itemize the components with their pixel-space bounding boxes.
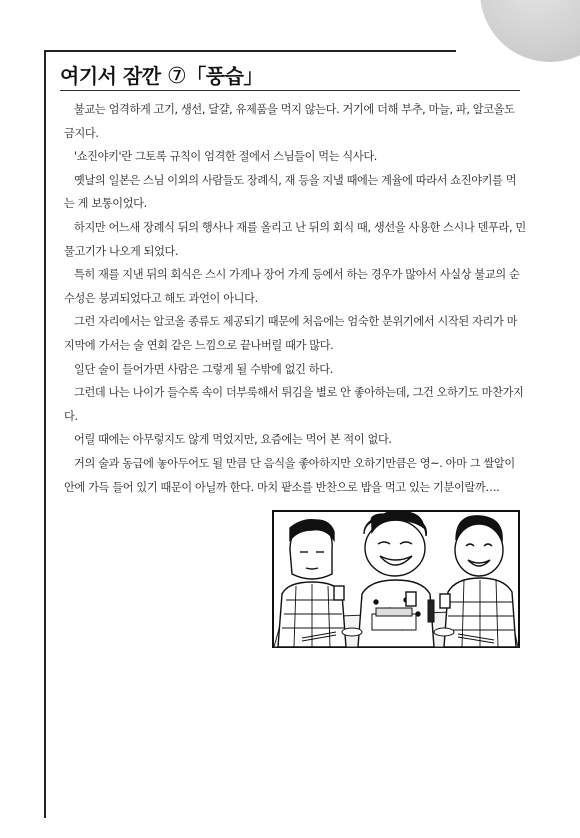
title-underline	[60, 90, 520, 91]
paragraph: 불교는 엄격하게 고기, 생선, 달걀, 유제품을 먹지 않는다. 거기에 더해 부추, 마늘, 파, 알코올도 금지다.	[64, 103, 515, 140]
article-body	[64, 98, 526, 499]
paragraph: '쇼진야키'란 그토록 규칙이 엄격한 절에서 스님들이 먹는 식사다.	[74, 150, 377, 164]
paragraph: 그런데 나는 나이가 들수록 속이 더부룩해서 튀김을 별로 안 좋아하는데, 그건 오하기도 마찬가지다.	[64, 386, 524, 423]
section-title	[60, 60, 263, 89]
paragraph: 그런 자리에서는 알코올 종류도 제공되기 때문에 처음에는 엄숙한 분위기에서 시작된 자리가 마지막에 가서는 술 연회 같은 느낌으로 끝나버릴 때가 많다.	[64, 315, 518, 352]
paragraph: 어릴 때에는 아무렇지도 않게 먹었지만, 요즘에는 먹어 본 적이 없다.	[74, 433, 392, 447]
frame-top-line	[44, 50, 456, 52]
paragraph: 일단 술이 들어가면 사람은 그렇게 될 수밖에 없긴 하다.	[74, 362, 333, 376]
paragraph: 특히 재를 지낸 뒤의 회식은 스시 가게나 장어 가게 등에서 하는 경우가 많아서 사실상 불교의 순수성은 붕괴되었다고 해도 과언이 아니다.	[64, 268, 520, 305]
cartoon-illustration	[272, 510, 520, 648]
title-topic: 「풍습」	[186, 64, 263, 88]
paragraph: 하지만 어느새 장례식 뒤의 행사나 재를 올리고 난 뒤의 회식 때, 생선을 사용한 스시나 덴푸라, 민물고기가 나오게 되었다.	[64, 220, 526, 258]
paragraph: 거의 술과 동급에 놓아두어도 될 만큼 단 음식을 좋아하지만 오하기만큼은 영~. 아마 그 쌀알이 안에 가득 들어 있기 때문이 아닐까 한다. 마치 팥소를 반찬으로 밥을 먹고 있는 기분이랄까….	[64, 456, 515, 494]
title-prefix: 여기서 잠깐	[60, 64, 161, 88]
frame-left-line	[44, 50, 46, 818]
corner-decoration	[480, 0, 580, 62]
title-number: ⑦	[167, 64, 187, 89]
paragraph: 옛날의 일본은 스님 이외의 사람들도 장례식, 재 등을 지낼 때에는 계율에 따라서 쇼진야키를 먹는 게 보통이었다.	[64, 173, 517, 211]
